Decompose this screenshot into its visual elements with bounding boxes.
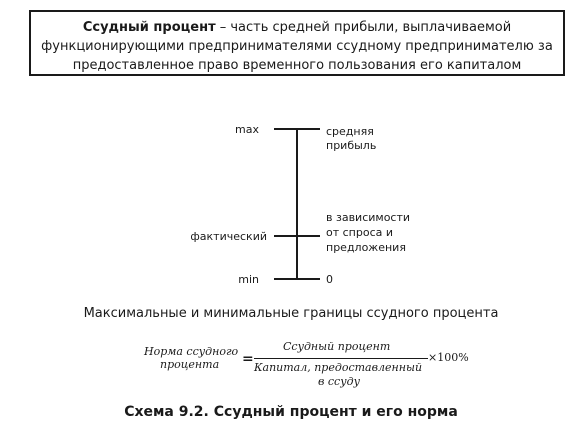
formula-lhs-line1: Норма ссудного bbox=[144, 345, 239, 358]
definition-box bbox=[29, 10, 565, 76]
label-min: min bbox=[238, 273, 259, 286]
label-zero: 0 bbox=[326, 273, 333, 286]
definition-dash: – bbox=[215, 20, 231, 35]
formula-denominator-line2: в ссуду bbox=[318, 375, 360, 388]
formula-multiplier: ×100% bbox=[428, 351, 469, 364]
formula-numerator: Ссудный процент bbox=[283, 340, 391, 353]
label-max: max bbox=[235, 123, 259, 136]
scale-tick-max bbox=[274, 128, 320, 130]
label-depends-line1: в зависимости bbox=[326, 211, 411, 224]
label-depends-line2: от спроса и bbox=[326, 226, 394, 239]
formula-lhs-line2: процента bbox=[160, 358, 220, 371]
scale-tick-actual bbox=[274, 235, 320, 237]
definition-text: часть средней прибыли, выплачиваемой функционирующими предпринимателями ссудному предпринимателю за предоставленное право временного пользования его капиталом bbox=[41, 20, 553, 73]
scale-tick-min bbox=[274, 278, 320, 280]
label-depends-line3: предложения bbox=[326, 241, 406, 254]
label-average-profit-line1: средняя bbox=[326, 125, 374, 138]
formula-equals: = bbox=[242, 351, 254, 367]
scale-caption: Максимальные и минимальные границы ссудного процента bbox=[83, 306, 499, 321]
definition-term: Ссудный процент bbox=[82, 20, 216, 35]
formula-denominator-line1: Капитал, предоставленный bbox=[254, 361, 423, 374]
formula-fraction-bar bbox=[254, 358, 428, 359]
scale-vertical-axis bbox=[296, 129, 298, 280]
figure-title: Схема 9.2. Ссудный процент и его норма bbox=[124, 404, 458, 420]
label-average-profit-line2: прибыль bbox=[326, 139, 377, 152]
label-actual: фактический bbox=[190, 230, 267, 243]
